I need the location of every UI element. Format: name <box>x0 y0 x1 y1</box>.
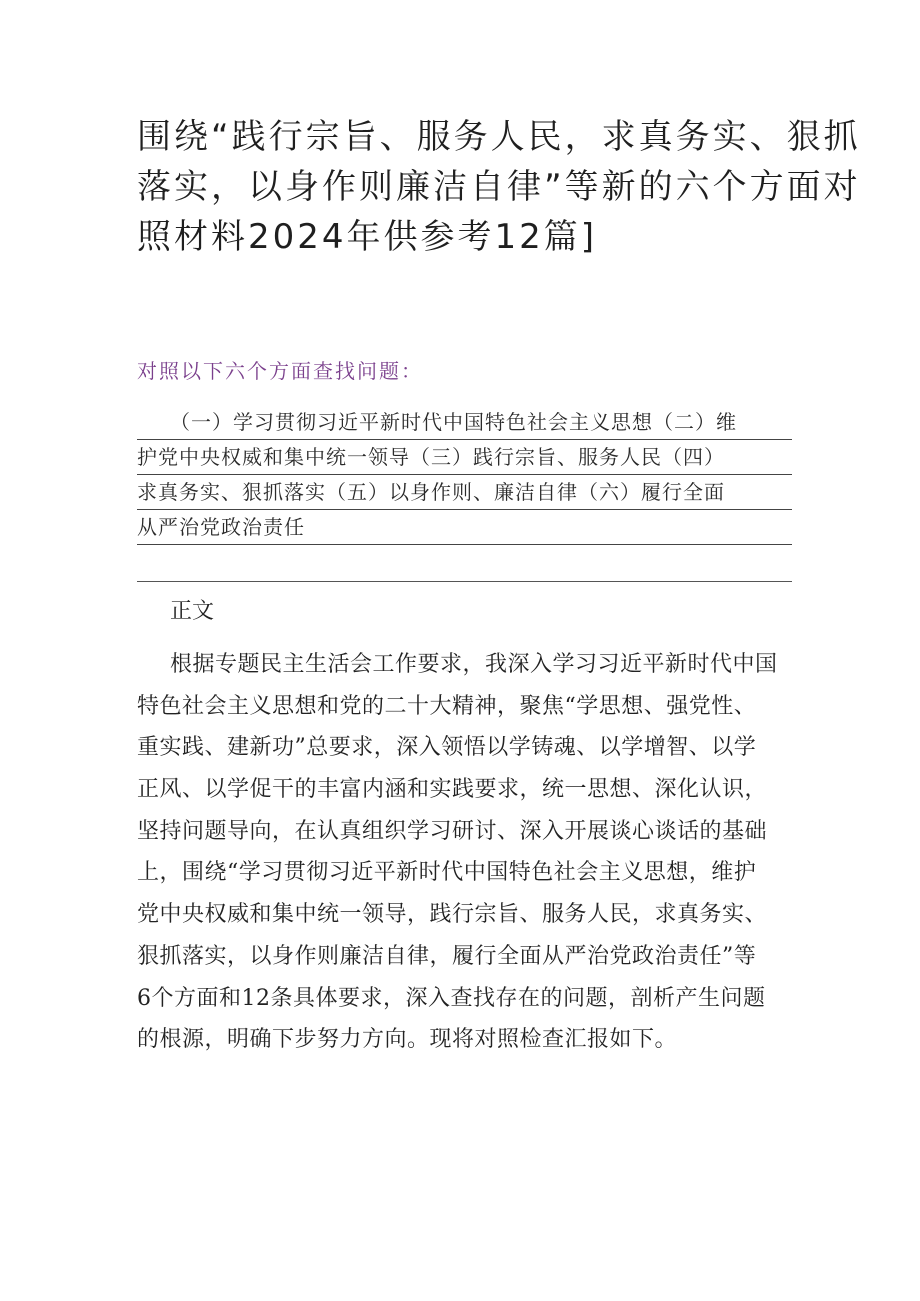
section-label: 正文 <box>170 599 215 624</box>
body-line: 正风、以学促干的丰富内涵和实践要求，统一思想、深化认识， <box>137 777 768 803</box>
body-line: 重实践、建新功”总要求，深入领悟以学铸魂、以学增智、以学 <box>137 735 757 761</box>
body-line: 6个方面和12条具体要求，深入查找存在的问题，剖析产生问题 <box>137 985 766 1011</box>
intro-heading: 对照以下六个方面查找问题： <box>137 359 423 383</box>
title-line: 落实，以身作则廉洁自律”等新的六个方面对 <box>137 167 861 207</box>
title-line: 照材料2024年供参考12篇] <box>137 217 598 257</box>
title-line: 围绕“践行宗旨、服务人民，求真务实、狠抓 <box>137 117 861 157</box>
body-line: 根据专题民主生活会工作要求，我深入学习习近平新时代中国 <box>170 652 778 677</box>
aspects-line: 护党中央权威和集中统一领导（三）践行宗旨、服务人民（四） <box>137 440 792 475</box>
body-line: 坚持问题导向，在认真组织学习研讨、深入开展谈心谈话的基础 <box>137 818 768 844</box>
body-line: 上，围绕“学习贯彻习近平新时代中国特色社会主义思想，维护 <box>137 860 757 886</box>
section-divider <box>137 581 792 582</box>
aspects-line: 从严治党政治责任 <box>137 510 792 545</box>
body-line: 特色社会主义思想和党的二十大精神，聚焦“学思想、强党性、 <box>137 693 757 719</box>
aspects-list <box>137 405 792 545</box>
body-line: 狠抓落实，以身作则廉洁自律，履行全面从严治党政治责任”等 <box>137 943 757 969</box>
document-title <box>137 112 861 262</box>
aspects-line: 求真务实、狠抓落实（五）以身作则、廉洁自律（六）履行全面 <box>137 475 792 510</box>
body-paragraph <box>137 644 792 1061</box>
body-line: 的根源，明确下步努力方向。现将对照检查汇报如下。 <box>137 1027 678 1053</box>
aspects-line: （一）学习贯彻习近平新时代中国特色社会主义思想（二）维 <box>137 405 792 440</box>
body-line: 党中央权威和集中统一领导，践行宗旨、服务人民，求真务实、 <box>137 902 768 928</box>
